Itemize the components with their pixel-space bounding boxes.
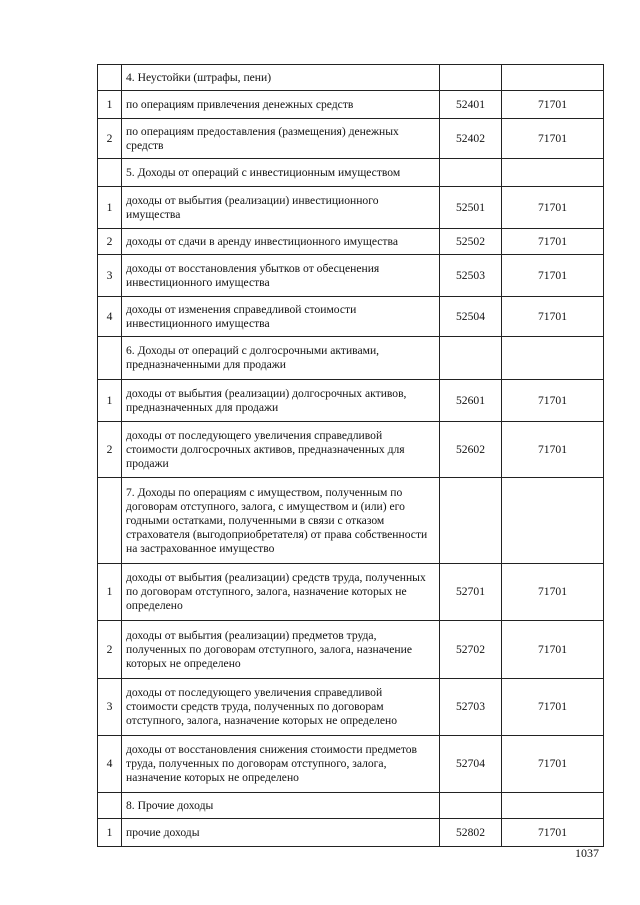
table-row <box>98 478 604 564</box>
table-row <box>98 380 604 422</box>
row-number: 1 <box>98 564 122 621</box>
correspondent-code: 71701 <box>502 736 604 793</box>
correspondent-code <box>502 478 604 564</box>
accounts-table-body <box>98 65 604 847</box>
table-row <box>98 255 604 297</box>
section-heading: 6. Доходы от операций с долгосрочными активами, предназначенными для продажи <box>122 337 440 380</box>
row-number: 4 <box>98 736 122 793</box>
correspondent-code: 71701 <box>502 229 604 255</box>
table-row <box>98 819 604 847</box>
row-description: доходы от последующего увеличения справедливой стоимости долгосрочных активов, предназначенных для продажи <box>122 422 440 478</box>
correspondent-code: 71701 <box>502 422 604 478</box>
row-number <box>98 159 122 187</box>
correspondent-code: 71701 <box>502 564 604 621</box>
correspondent-code <box>502 337 604 380</box>
account-code <box>440 159 502 187</box>
correspondent-code <box>502 65 604 91</box>
row-number <box>98 793 122 819</box>
account-code: 52501 <box>440 187 502 229</box>
row-number: 2 <box>98 621 122 679</box>
correspondent-code: 71701 <box>502 91 604 119</box>
correspondent-code: 71701 <box>502 119 604 159</box>
correspondent-code <box>502 159 604 187</box>
row-number <box>98 478 122 564</box>
table-row <box>98 793 604 819</box>
row-number <box>98 65 122 91</box>
row-number: 1 <box>98 91 122 119</box>
section-heading: 4. Неустойки (штрафы, пени) <box>122 65 440 91</box>
row-number: 1 <box>98 819 122 847</box>
table-row <box>98 187 604 229</box>
account-code: 52703 <box>440 679 502 736</box>
table-row <box>98 91 604 119</box>
row-description: доходы от восстановления убытков от обесценения инвестиционного имущества <box>122 255 440 297</box>
section-heading: 8. Прочие доходы <box>122 793 440 819</box>
row-number: 3 <box>98 679 122 736</box>
correspondent-code: 71701 <box>502 621 604 679</box>
table-row <box>98 229 604 255</box>
correspondent-code: 71701 <box>502 819 604 847</box>
accounts-table <box>97 64 604 847</box>
row-description: по операциям предоставления (размещения) денежных средств <box>122 119 440 159</box>
correspondent-code: 71701 <box>502 297 604 337</box>
correspondent-code: 71701 <box>502 255 604 297</box>
account-code: 52704 <box>440 736 502 793</box>
account-code: 52601 <box>440 380 502 422</box>
row-description: доходы от выбытия (реализации) долгосрочных активов, предназначенных для продажи <box>122 380 440 422</box>
account-code <box>440 337 502 380</box>
row-description: доходы от выбытия (реализации) средств труда, полученных по договорам отступного, залога, назначение которых не определено <box>122 564 440 621</box>
account-code: 52504 <box>440 297 502 337</box>
row-number: 1 <box>98 380 122 422</box>
table-row <box>98 65 604 91</box>
row-number: 2 <box>98 119 122 159</box>
row-description: доходы от восстановления снижения стоимости предметов труда, полученных по договорам отступного, залога, назначение которых не определено <box>122 736 440 793</box>
row-description: доходы от выбытия (реализации) предметов труда, полученных по договорам отступного, залога, назначение которых не определено <box>122 621 440 679</box>
row-number: 4 <box>98 297 122 337</box>
account-code: 52701 <box>440 564 502 621</box>
row-number: 1 <box>98 187 122 229</box>
account-code: 52402 <box>440 119 502 159</box>
correspondent-code: 71701 <box>502 187 604 229</box>
section-heading: 5. Доходы от операций с инвестиционным имуществом <box>122 159 440 187</box>
table-row <box>98 119 604 159</box>
table-row <box>98 564 604 621</box>
row-description: по операциям привлечения денежных средств <box>122 91 440 119</box>
table-row <box>98 736 604 793</box>
row-number <box>98 337 122 380</box>
account-code <box>440 65 502 91</box>
account-code: 52802 <box>440 819 502 847</box>
account-code <box>440 478 502 564</box>
row-number: 3 <box>98 255 122 297</box>
table-row <box>98 422 604 478</box>
table-row <box>98 297 604 337</box>
row-description: доходы от последующего увеличения справедливой стоимости средств труда, полученных по договорам отступного, залога, назначение которых не определено <box>122 679 440 736</box>
row-description: доходы от выбытия (реализации) инвестиционного имущества <box>122 187 440 229</box>
row-number: 2 <box>98 229 122 255</box>
correspondent-code <box>502 793 604 819</box>
account-code: 52602 <box>440 422 502 478</box>
section-heading: 7. Доходы по операциям с имуществом, полученным по договорам отступного, залога, с имуществом и (или) его годными остатками, полученными в связи с отказом страхователя (выгодоприобретателя) от права собственности на застрахованное имущество <box>122 478 440 564</box>
row-description: доходы от сдачи в аренду инвестиционного имущества <box>122 229 440 255</box>
account-code: 52401 <box>440 91 502 119</box>
account-code <box>440 793 502 819</box>
correspondent-code: 71701 <box>502 380 604 422</box>
row-number: 2 <box>98 422 122 478</box>
correspondent-code: 71701 <box>502 679 604 736</box>
account-code: 52502 <box>440 229 502 255</box>
table-row <box>98 621 604 679</box>
account-code: 52503 <box>440 255 502 297</box>
table-row <box>98 159 604 187</box>
table-row <box>98 679 604 736</box>
account-code: 52702 <box>440 621 502 679</box>
row-description: прочие доходы <box>122 819 440 847</box>
page-number: 1037 <box>575 846 599 860</box>
row-description: доходы от изменения справедливой стоимости инвестиционного имущества <box>122 297 440 337</box>
table-row <box>98 337 604 380</box>
